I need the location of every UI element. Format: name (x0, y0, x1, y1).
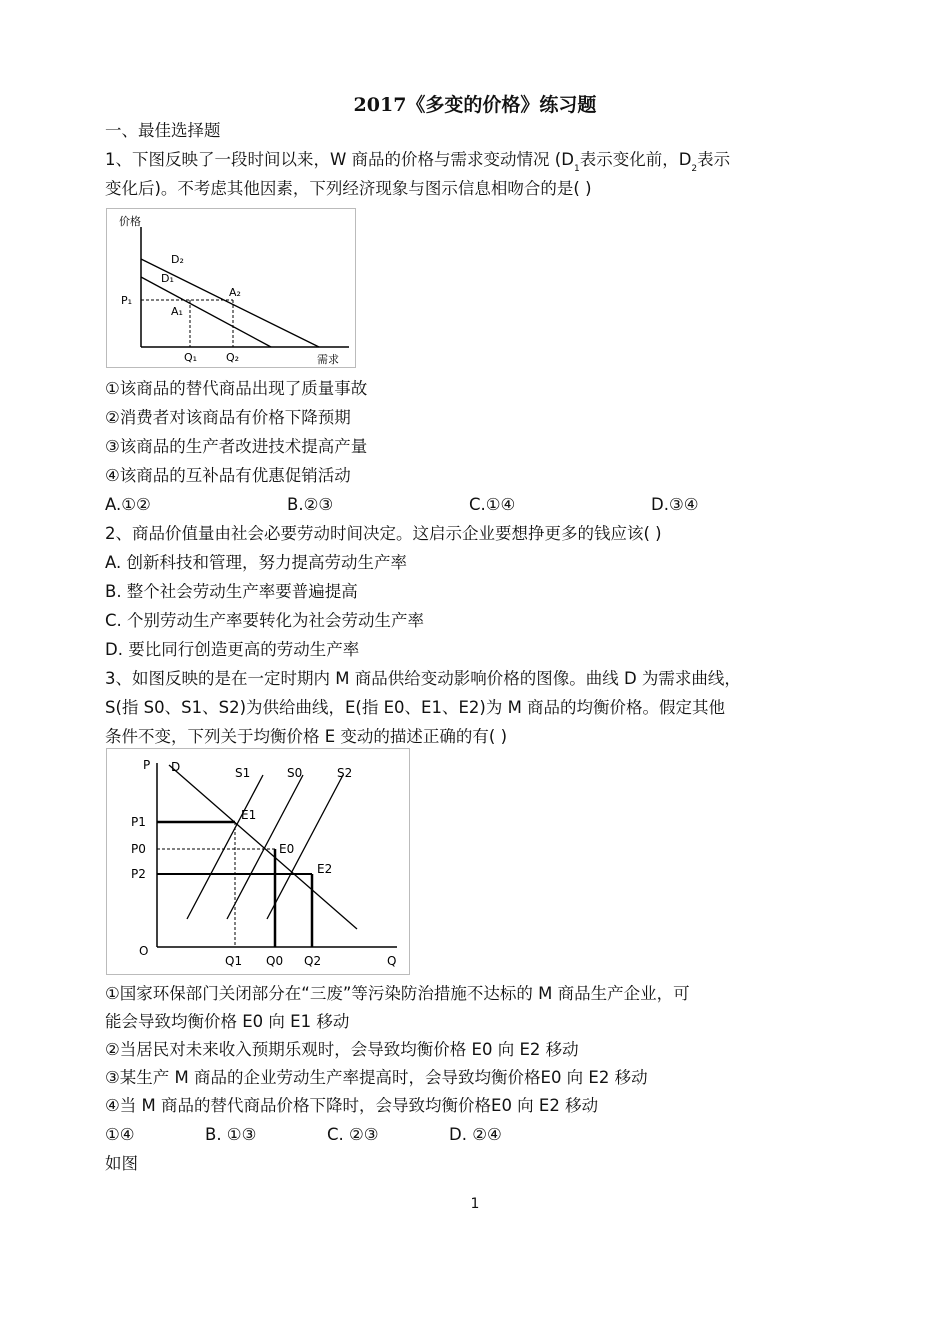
q3-label-s1: S1 (235, 766, 251, 780)
trailing-text: 如图 (105, 1154, 138, 1173)
q3-demand-curve (169, 765, 357, 929)
q3-statement-2: ②当居民对未来收入预期乐观时，会导致均衡价格 E0 向 E2 移动 (105, 1040, 579, 1059)
q3-label-q0: Q0 (266, 954, 284, 968)
q1-label-a1: A₁ (171, 305, 183, 318)
page-title: 2017《多变的价格》练习题 (353, 94, 597, 116)
q3-label-e2: E2 (317, 862, 333, 876)
q1-label-p1: P₁ (121, 294, 133, 307)
q3-option-c: C. ②③ (327, 1125, 379, 1144)
q1-label-d2: D₂ (171, 253, 184, 266)
q2-stem: 2、商品价值量由社会必要劳动时间决定。这启示企业要想挣更多的钱应该( ) (105, 524, 662, 543)
q3-stem-line2: S(指 S0、S1、S2)为供给曲线，E(指 E0、E1、E2)为 M 商品的均衡价格。假定其他 (105, 698, 726, 717)
q1-demand-chart (107, 209, 355, 367)
q1-y-axis-label: 价格 (119, 215, 141, 228)
q1-option-b: B.②③ (287, 495, 334, 514)
q3-label-p: P (143, 758, 151, 772)
q3-label-s2: S2 (337, 766, 353, 780)
q3-label-d: D (171, 760, 181, 774)
q1-option-c: C.①④ (469, 495, 516, 514)
q1-option-d: D.③④ (651, 495, 699, 514)
q1-stem-line2: 变化后)。不考虑其他因素，下列经济现象与图示信息相吻合的是( ) (105, 179, 592, 198)
q3-label-p1: P1 (131, 815, 146, 829)
q3-option-b: B. ①③ (205, 1125, 257, 1144)
q2-option-c: C. 个别劳动生产率要转化为社会劳动生产率 (105, 611, 425, 630)
q1-label-a2: A₂ (229, 286, 241, 299)
q3-statement-1b: 能会导致均衡价格 E0 向 E1 移动 (105, 1012, 350, 1031)
q3-label-p2: P2 (131, 867, 146, 881)
q3-supply-figure (106, 748, 410, 975)
q3-statement-1a: ①国家环保部门关闭部分在“三废”等污染防治措施不达标的 M 商品生产企业，可 (105, 984, 690, 1003)
q3-option-d: D. ②④ (449, 1125, 502, 1144)
q1-demand-figure (106, 208, 356, 368)
q3-label-q1: Q1 (225, 954, 243, 968)
q3-stem-line3: 条件不变，下列关于均衡价格 E 变动的描述正确的有( ) (105, 727, 508, 746)
q1-label-q2: Q₂ (226, 351, 240, 364)
q3-label-q: Q (387, 954, 397, 968)
q3-label-e0: E0 (279, 842, 295, 856)
page-number: 1 (470, 1196, 480, 1212)
q2-option-d: D. 要比同行创造更高的劳动生产率 (105, 640, 360, 659)
q1-d1-line (141, 277, 271, 347)
q1-statement-2: ②消费者对该商品有价格下降预期 (105, 408, 351, 427)
q3-statement-3: ③某生产 M 商品的企业劳动生产率提高时，会导致均衡价格E0 向 E2 移动 (105, 1068, 648, 1087)
q1-statement-3: ③该商品的生产者改进技术提高产量 (105, 437, 368, 456)
q1-statement-4: ④该商品的互补品有优惠促销活动 (105, 466, 351, 485)
q3-supply-chart (107, 749, 409, 974)
q3-label-e1: E1 (241, 808, 257, 822)
section-heading: 一、最佳选择题 (105, 121, 221, 140)
q1-label-d1: D₁ (161, 272, 174, 285)
q3-label-q2: Q2 (304, 954, 322, 968)
q3-stem-line1: 3、如图反映的是在一定时期内 M 商品供给变动影响价格的图像。曲线 D 为需求曲线， (105, 669, 741, 688)
q3-statement-4: ④当 M 商品的替代商品价格下降时，会导致均衡价格E0 向 E2 移动 (105, 1096, 599, 1115)
q3-label-p0: P0 (131, 842, 146, 856)
q2-option-b: B. 整个社会劳动生产率要普遍提高 (105, 582, 358, 601)
q3-label-s0: S0 (287, 766, 303, 780)
q1-label-q1: Q₁ (184, 351, 198, 364)
q2-option-a: A. 创新科技和管理，努力提高劳动生产率 (105, 553, 407, 572)
q1-option-a: A.①② (105, 495, 151, 514)
q3-s1-curve (187, 775, 263, 919)
q1-statement-1: ①该商品的替代商品出现了质量事故 (105, 379, 368, 398)
q1-x-axis-label: 需求 (317, 353, 339, 366)
q1-stem-line1: 1、下图反映了一段时间以来，W 商品的价格与需求变动情况 ($D_1$表示变化前，$D_2$表示 (105, 150, 731, 174)
q3-label-origin: O (139, 944, 149, 958)
q3-option-a: ①④ (105, 1125, 135, 1144)
